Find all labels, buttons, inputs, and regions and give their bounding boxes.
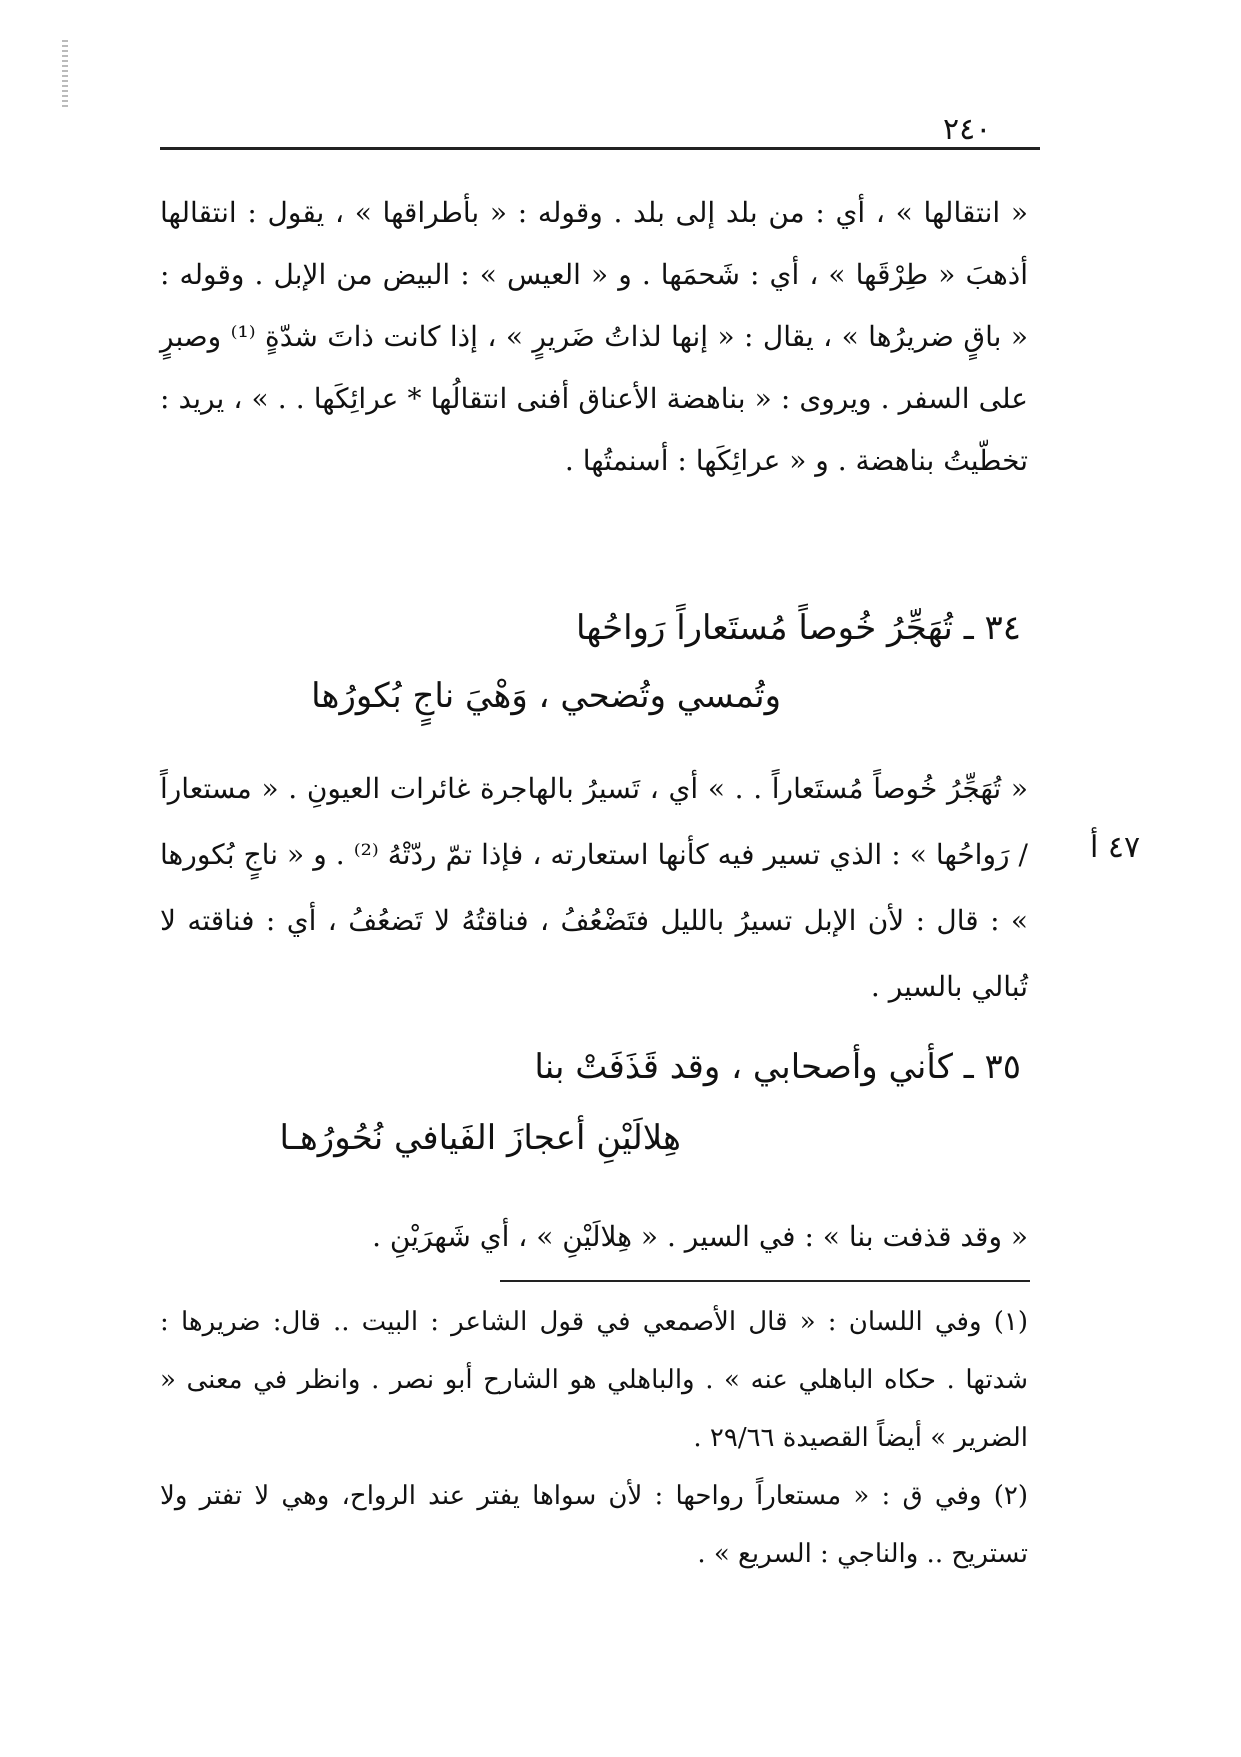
page-number: ٢٤٠ [943,112,992,147]
header-rule [160,147,1040,150]
verse-34-first-hemistich: ٣٤ ـ تُهَجِّرُ خُوصاً مُستَعاراً رَواحُها [576,608,1021,648]
footnote-rule [500,1280,1030,1282]
footnote-2: (٢) وفي ق : « مستعاراً رواحها : لأن سواها يفتر عند الرواح، وهي لا تفتر ولا تستريح .. والناجي : السريع » . [160,1481,1028,1569]
commentary-paragraph-2: « تُهَجِّرُ خُوصاً مُستَعاراً . . » أي ، تَسيرُ بالهاجرة غائرات العيونِ . « مستعاراً / رَواحُها » : الذي تسير فيه كأنها استعارته ، فإذا تمّ ردّتْهُ ⁽²⁾ . و « ناجٍ بُكورها » : قال : لأن الإبل تسيرُ بالليل فتَضْعُفُ ، فناقتُهُ لا تَضعُفُ ، أي : فناقته لا تُبالي بالسير . [160,772,1028,1003]
commentary-paragraph-1: « انتقالها » ، أي : من بلد إلى بلد . وقوله : « بأطراقها » ، يقول : انتقالها أذهبَ « طِرْقَها » ، أي : شَحمَها . و « العيس » : البيض من الإبل . وقوله : « باقٍ ضريرُها » ، يقال : « إنها لذاتُ ضَريرٍ » ، إذا كانت ذاتَ شدّةٍ ⁽¹⁾ وصبرٍ على السفر . ويروى : « بناهضة الأعناق أفنى انتقالُها * عرائِكَها . . » ، يريد : تخطّيتُ بناهضة . و « عرائِكَها : أسنمتُها . [160,196,1028,477]
verse-35-second-hemistich: هِلالَيْنِ أعجازَ الفَيافي نُحُورُهـا [279,1118,681,1158]
verse-35-first-hemistich: ٣٥ ـ كأني وأصحابي ، وقد قَذَفَتْ بنا [534,1047,1021,1087]
margin-manuscript-reference: ٤٧ أ [1090,830,1141,865]
commentary-paragraph-3: « وقد قذفت بنا » : في السير . « هِلالَيْنِ » ، أي شَهرَيْنِ . [372,1220,1028,1253]
verse-34-second-hemistich: وتُمسي وتُضحي ، وَهْيَ ناجٍ بُكورُها [311,676,781,716]
footnote-1: (١) وفي اللسان : « قال الأصمعي في قول الشاعر : البيت .. قال: ضريرها : شدتها . حكاه الباهلي عنه » . والباهلي هو الشارح أبو نصر . وانظر في معنى « الضرير » أيضاً القصيدة ٢٩/٦٦ . [160,1307,1028,1453]
scan-artifact [62,40,68,110]
footnotes [160,1293,1028,1583]
